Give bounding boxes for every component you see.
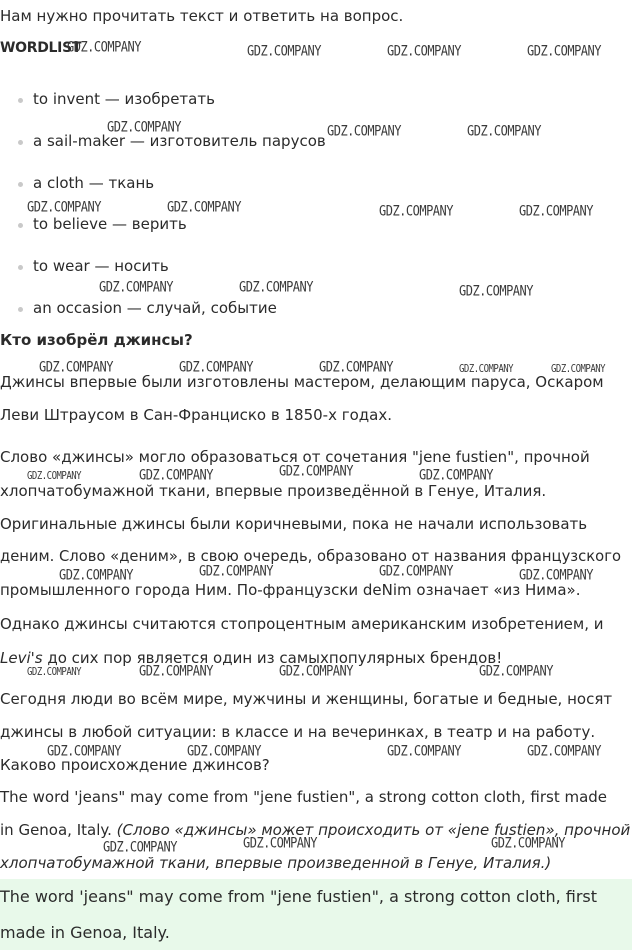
watermark-text: GDZ.COMPANY — [139, 663, 213, 680]
watermark-text: GDZ.COMPANY — [319, 359, 393, 376]
watermark-text: GDZ.COMPANY — [99, 279, 173, 296]
brand-name: Levi's — [0, 649, 43, 667]
watermark-text: GDZ.COMPANY — [467, 123, 541, 140]
watermark-text: GDZ.COMPANY — [527, 743, 601, 760]
watermark-text: GDZ.COMPANY — [179, 359, 253, 376]
watermark-text: GDZ.COMPANY — [27, 667, 82, 679]
watermark-text: GDZ.COMPANY — [379, 563, 453, 580]
watermark-text: GDZ.COMPANY — [139, 467, 213, 484]
watermark-text: GDZ.COMPANY — [519, 203, 593, 220]
watermark-text: GDZ.COMPANY — [387, 743, 461, 760]
text-line: Оригинальные джинсы были коричневыми, пока не начали использовать — [0, 515, 588, 533]
watermark-text: GDZ.COMPANY — [379, 203, 453, 220]
bullet-icon — [18, 98, 23, 103]
watermark-text: GDZ.COMPANY — [187, 743, 261, 760]
watermark-text: GDZ.COMPANY — [247, 43, 321, 60]
text-line: Однако джинсы считаются стопроцентным американским изобретением, и — [0, 615, 604, 633]
watermark-text: GDZ.COMPANY — [239, 279, 313, 296]
bullet-icon — [18, 223, 23, 228]
watermark-text: GDZ.COMPANY — [327, 123, 401, 140]
watermark-text: GDZ.COMPANY — [527, 43, 601, 60]
watermark-text: GDZ.COMPANY — [243, 835, 317, 852]
watermark-text: GDZ.COMPANY — [387, 43, 461, 60]
watermark-text: GDZ.COMPANY — [519, 567, 593, 584]
watermark-text: GDZ.COMPANY — [39, 359, 113, 376]
watermark-text: GDZ.COMPANY — [551, 364, 606, 376]
bullet-icon — [18, 307, 23, 312]
text-line: Леви Штраусом в Сан-Франциско в 1850-х годах. — [0, 406, 392, 424]
watermark-text: GDZ.COMPANY — [27, 199, 101, 216]
watermark-text: GDZ.COMPANY — [107, 119, 181, 136]
watermark-text: GDZ.COMPANY — [27, 471, 82, 483]
watermark-text: GDZ.COMPANY — [47, 743, 121, 760]
watermark-text: GDZ.COMPANY — [59, 567, 133, 584]
answer-russian: (Слово «джинсы» может происходить от «jene fustien», прочной — [116, 821, 631, 839]
answer-box-line: made in Genoa, Italy. — [0, 923, 170, 942]
watermark-text: GDZ.COMPANY — [479, 663, 553, 680]
intro-text: Нам нужно прочитать текст и ответить на вопрос. — [0, 7, 404, 25]
question-subtitle: Каково происхождение джинсов? — [0, 756, 270, 774]
answer-english: The word 'jeans" may come from "jene fustien", a strong cotton cloth, first made — [0, 788, 608, 806]
text-line: хлопчатобумажной ткани, впервые произведённой в Генуе, Италия. — [0, 482, 547, 500]
text-line: Слово «джинсы» могло образоваться от сочетания "jene fustien", прочной — [0, 448, 590, 466]
watermark-text: GDZ.COMPANY — [279, 463, 353, 480]
watermark-text: GDZ.COMPANY — [279, 663, 353, 680]
text-line — [0, 648, 502, 668]
answer-russian-cont: хлопчатобумажной ткани, впервые произведенной в Генуе, Италия.) — [0, 854, 552, 872]
text-line: Сегодня люди во всём мире, мужчины и женщины, богатые и бедные, носят — [0, 690, 613, 708]
watermark-text: GDZ.COMPANY — [103, 839, 177, 856]
text-line: промышленного города Ним. По-французски deNim означает «из Нима». — [0, 581, 581, 599]
wordlist-label: WORDLIST — [0, 40, 82, 56]
watermark-text: GDZ.COMPANY — [67, 39, 141, 56]
watermark-text: GDZ.COMPANY — [491, 835, 565, 852]
answer-english-end: in Genoa, Italy. — [0, 821, 112, 839]
bullet-icon — [18, 182, 23, 187]
watermark-text: GDZ.COMPANY — [419, 467, 493, 484]
bullet-icon — [18, 265, 23, 270]
text-line: деним. Слово «деним», в свою очередь, образовано от названия французского — [0, 548, 621, 565]
text-line: джинсы в любой ситуации: в классе и на вечеринках, в театр и на работу. — [0, 723, 596, 741]
answer-highlight-box — [0, 879, 632, 950]
document-page: Нам нужно прочитать текст и ответить на вопрос. WORDLIST to invent — изобретать a sail-maker — изготовитель парусов a cloth — ткань to believe — верить to wear — носить an occasion — случай, событие Кто изобрёл джинсы? Джинсы впервые были изготовлены мастером, делающим паруса, Оскаром Леви Штраусом в Сан-Франциско в 1850-х годах. Слово «джинсы» могло образоваться от сочетания "jene fustien", прочной хлопчатобумажной ткани, впервые произведённой в Генуе, Италия. Оригинальные джинсы были коричневыми, пока не начали использовать деним. Слово «деним», в свою очередь, образовано от названия французского промышленного города Ним. По-французски deNim означает «из Нима». Однако джинсы считаются стопроцентным американским изобретением, и Levi's до сих пор является один из самыхпопулярных брендов! Сегодня люди во всём мире, мужчины и женщины, богатые и бедные, носят джинсы в любой ситуации: в классе и на вечеринках, в театр и на работу. Каково происхождение джинсов? The word 'jeans" may come from "jene fustien", a strong cotton cloth, first made in Genoa, Italy. (Слово «джинсы» может происходить от «jene fustien», прочной хлопчатобумажной ткани, впервые произведенной в Генуе, Италия.) The word 'jeans" may come from "jene fustien", a strong cotton cloth, first made in Genoa, Italy. GDZ.COMPANY GDZ.COMPANY GDZ.COMPANY GDZ.COMPANY GDZ.COMPANY GDZ.COMPANY GDZ.COMPANY GDZ.COMPANY GDZ.COMPANY GDZ.COMPANY GDZ.COMPANY GDZ.COMPANY GDZ.COMPANY GDZ.COMPANY GDZ.COMPANY GDZ.COMPANY GDZ.COMPANY GDZ.COMPANY GDZ.COMPANY GDZ.COMPANY GDZ.COMPANY GDZ.COMPANY GDZ.COMPANY GDZ.COMPANY GDZ.COMPANY GDZ.COMPANY GDZ.COMPANY GDZ.COMPANY GDZ.COMPANY GDZ.COMPANY GDZ.COMPANY GDZ.COMPANY GDZ.COMPANY GDZ.COMPANY GDZ.COMPANY GDZ.COMPANY GDZ.COMPANY GDZ.COMPANY — [0, 0, 632, 950]
text-line: Джинсы впервые были изготовлены мастером, делающим паруса, Оскаром — [0, 373, 604, 391]
answer-box-line: The word 'jeans" may come from "jene fustien", a strong cotton cloth, first — [0, 887, 598, 906]
watermark-text: GDZ.COMPANY — [459, 283, 533, 300]
watermark-text: GDZ.COMPANY — [199, 563, 273, 580]
bullet-icon — [18, 140, 23, 145]
brand-sentence: до сих пор является один из самыхпопулярных брендов! — [42, 649, 503, 667]
watermark-text: GDZ.COMPANY — [459, 364, 514, 376]
question-title: Кто изобрёл джинсы? — [0, 331, 193, 349]
watermark-text: GDZ.COMPANY — [167, 199, 241, 216]
